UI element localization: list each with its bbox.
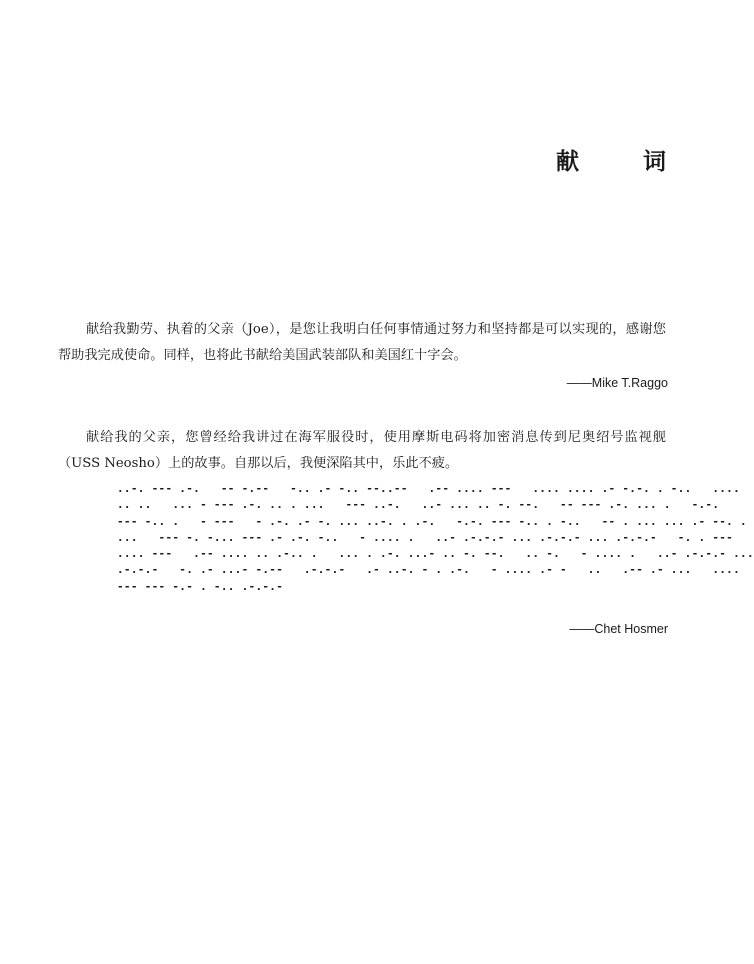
- morse-code-block: [117, 481, 754, 595]
- morse-line: .-.-.- -. .- ...- -.-- .-.-.- .- ..-. - . .-. - .... .- - .. .-- .- ... ....: [117, 563, 741, 577]
- morse-line: --- --- -.- . -.. .-.-.-: [117, 579, 284, 593]
- page-title-char-2: 词: [643, 148, 666, 175]
- signature-chet-hosmer: ——Chet Hosmer: [569, 622, 668, 636]
- morse-line: ... --- -. -... --- .- .-. -.. - .... . ..- .-.-.- ... .-.-.- ... .-.-.- -. . ---: [117, 530, 734, 544]
- page-title: [556, 147, 666, 177]
- page-title-char-1: 献: [556, 148, 579, 175]
- dedication-paragraph-1: 献给我勤劳、执着的父亲（Joe），是您让我明白任何事情通过努力和坚持都是可以实现的，感谢您帮助我完成使命。同样，也将此书献给美国武装部队和美国红十字会。: [58, 322, 666, 363]
- dedication-paragraph-2: 献给我的父亲，您曾经给我讲过在海军服役时，使用摩斯电码将加密消息传到尼奥绍号监视舰（USS Neosho）上的故事。自那以后，我便深陷其中，乐此不疲。: [58, 430, 666, 471]
- signature-mike-raggo: ——Mike T.Raggo: [566, 376, 668, 390]
- morse-line: .... --- .-- .... .. .-.. . ... . .-. ...- .. -. --. .. -. - .... . ..- .-.-.- ...: [117, 547, 754, 561]
- morse-line: .. .. ... - --- .-. .. . ... --- ..-. ..- ... .. -. --. -- --- .-. ... . -.-.: [117, 498, 720, 512]
- morse-line: ..-. --- .-. -- -.-- -.. .- -.. --..-- .-- .... --- .... .... .- -.-. . -.. ....: [117, 482, 741, 495]
- morse-line: --- -.. . - --- - .-. .- -. ... ..-. . .-. -.-. --- -.. . -.. -- . ... ... .- --. .: [117, 514, 747, 528]
